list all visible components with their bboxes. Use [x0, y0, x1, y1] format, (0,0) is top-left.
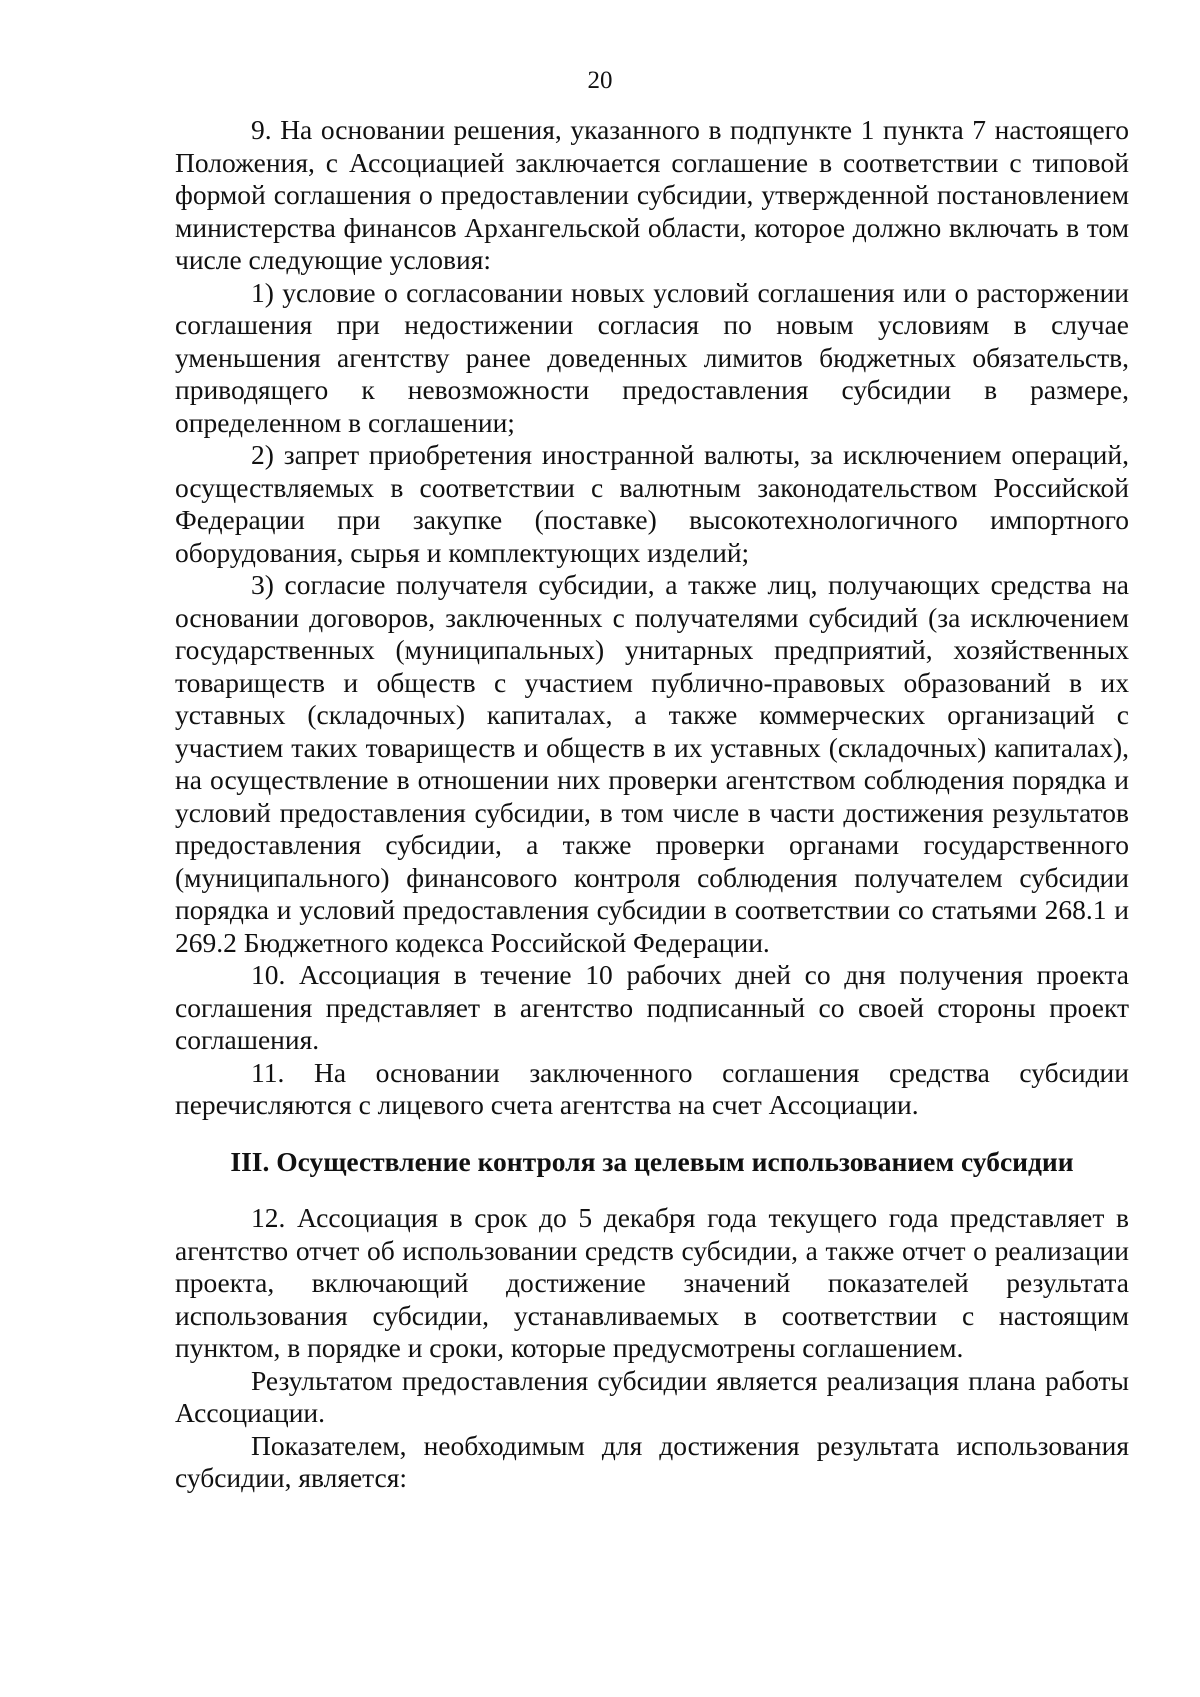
paragraph-result: Результатом предоставления субсидии является реализация плана работы Ассоциации. — [175, 1364, 1129, 1428]
document-body — [175, 114, 1129, 1495]
paragraph-9-condition-3: 3) согласие получателя субсидии, а также лиц, получающих средства на основании договоров, заключенных с получателями субсидий (за исключением государственных (муниципальных) унитарных предприятий, хозяйственных товариществ и обществ с участием публично-правовых образований в их уставных (складочных) капиталах, а также коммерческих организаций с участием таких товариществ и обществ в их уставных (складочных) капиталах), на осуществление в отношении них проверки агентством соблюдения порядка и условий предоставления субсидии, в том числе в части достижения результатов предоставления субсидии, а также проверки органами государственного (муниципального) финансового контроля соблюдения получателем субсидии порядка и условий предоставления субсидии в соответствии со статьями 268.1 и 269.2 Бюджетного кодекса Российской Федерации. — [175, 569, 1129, 958]
paragraph-9-condition-1: 1) условие о согласовании новых условий соглашения или о расторжении соглашения при недостижении согласия по новым условиям в случае уменьшения агентству ранее доведенных лимитов бюджетных обязательств, приводящего к невозможности предоставления субсидии в размере, определенном в соглашении; — [175, 276, 1129, 438]
paragraph-11: 11. На основании заключенного соглашения средства субсидии перечисляются с лицевого счета агентства на счет Ассоциации. — [175, 1056, 1129, 1120]
page-number: 20 — [587, 67, 613, 94]
paragraph-10: 10. Ассоциация в течение 10 рабочих дней со дня получения проекта соглашения представляет в агентство подписанный со своей стороны проект соглашения. — [175, 959, 1129, 1055]
section-heading: III. Осуществление контроля за целевым использованием субсидии — [230, 1145, 1074, 1177]
paragraph-9-condition-2: 2) запрет приобретения иностранной валюты, за исключением операций, осуществляемых в соответствии с валютным законодательством Российской Федерации при закупке (поставке) высокотехнологичного импортного оборудования, сырья и комплектующих изделий; — [175, 439, 1129, 568]
paragraph-indicator: Показателем, необходимым для достижения результата использования субсидии, является: — [175, 1429, 1129, 1493]
paragraph-9: 9. На основании решения, указанного в подпункте 1 пункта 7 настоящего Положения, с Ассоциацией заключается соглашение в соответствии с типовой формой соглашения о предоставлении субсидии, утвержденной постановлением министерства финансов Архангельской области, которое должно включать в том числе следующие условия: — [175, 114, 1129, 275]
paragraph-12: 12. Ассоциация в срок до 5 декабря года текущего года представляет в агентство отчет об использовании средств субсидии, а также отчет о реализации проекта, включающий достижение значений показателей результата использования субсидии, устанавливаемых в соответствии с настоящим пунктом, в порядке и сроки, которые предусмотрены соглашением. — [175, 1202, 1129, 1363]
